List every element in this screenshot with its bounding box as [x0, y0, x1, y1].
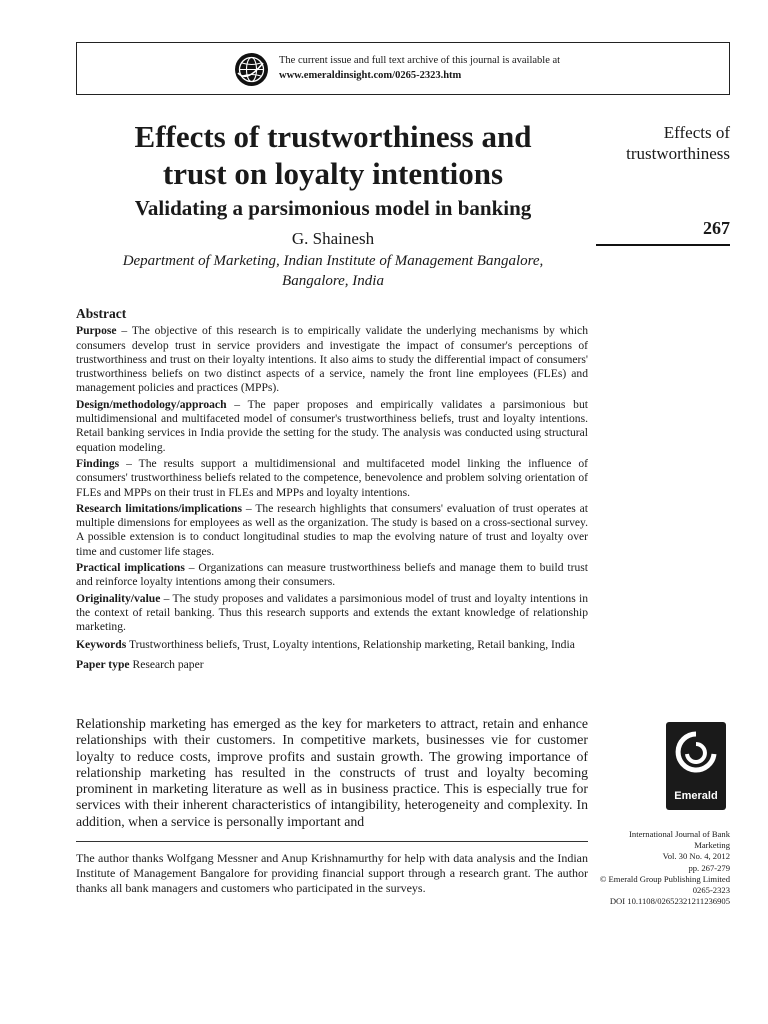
body-paragraph: Relationship marketing has emerged as the key for marketers to attract, retain and enhance relationships with their customers. In competitive markets, businesses vie for customer loyalty to reduce costs, improve profits and sustain growth. The growing importance of relationship marketing has resulted in the constructs of trust and loyalty becoming prominent in marketing literature as well as in business practice. This is especially true for services with their inherent characteristics of intangibility, heterogeneity and complexity. In addition, when a service is personally important and	[76, 716, 588, 829]
journal-name-line-1: International Journal of Bank	[629, 829, 730, 839]
author-name: G. Shainesh	[291, 229, 375, 248]
section-label: Keywords	[76, 637, 127, 651]
abstract-limitations	[76, 502, 588, 559]
abstract-keywords	[76, 638, 588, 652]
section-text: Trustworthiness beliefs, Trust, Loyalty intentions, Relationship marketing, Retail banking, India	[126, 637, 575, 651]
journal-citation-info	[588, 829, 730, 907]
abstract-findings	[76, 457, 588, 500]
running-head-line-1: Effects of	[663, 123, 730, 142]
author-affiliation	[86, 251, 580, 291]
emerald-logo-text: Emerald	[674, 790, 718, 802]
abstract-heading: Abstract	[76, 306, 127, 321]
title-line-1: Effects of trustworthiness and	[134, 119, 532, 154]
title-line-2: trust on loyalty intentions	[162, 156, 504, 191]
availability-text: The current issue and full text archive of this journal is available at	[279, 55, 561, 66]
abstract-design	[76, 398, 588, 455]
section-label: Findings	[76, 456, 120, 470]
section-label: Practical implications	[76, 561, 185, 575]
section-label: Paper type	[76, 657, 130, 671]
header-text	[279, 53, 560, 83]
journal-doi: DOI 10.1108/02652321211236905	[609, 896, 730, 907]
journal-volume: Vol. 30 No. 4, 2012	[662, 851, 730, 862]
abstract	[76, 307, 588, 674]
abstract-practical	[76, 561, 588, 590]
abstract-originality	[76, 592, 588, 635]
journal-copyright: © Emerald Group Publishing Limited	[599, 873, 730, 884]
affiliation-line-1: Department of Marketing, Indian Institute of Management Bangalore,	[122, 253, 544, 269]
section-text: – The study proposes and validates a parsimonious model of trust and loyalty intentions in the context of retail banking. Thus this research supports and extends the extant knowledge of relationship marketing.	[76, 591, 588, 634]
affiliation-line-2: Bangalore, India	[282, 273, 384, 289]
section-text: – The research highlights that consumers' evaluation of trust operates at multiple dimensions for employees as well as the organization. The study is based on a cross-sectional survey. A possible extension is to conduct longitudinal studies to map the evolving nature of trust and loyalty over time and customer life stages.	[76, 501, 588, 558]
section-text: – Organizations can measure trustworthiness beliefs and manage them to build trust and reinforce loyalty intentions among their consumers.	[76, 561, 588, 589]
acknowledgement-footnote: The author thanks Wolfgang Messner and Anup Krishnamurthy for help with data analysis and the Indian Institute of Management Bangalore for providing financial support through a research grant. The author thanks all bank managers and customers who participated in the surveys.	[76, 851, 588, 895]
section-text: Research paper	[129, 657, 204, 671]
section-text: – The paper proposes and empirically validates a parsimonious but multidimensional and multifaceted model of consumer's trustworthiness beliefs, trust and loyalty intentions. Retail banking services in India provide the setting for the study. The analysis was conducted using structural equation modeling.	[76, 397, 588, 454]
section-label: Design/methodology/approach	[76, 397, 227, 411]
journal-url-link[interactable]: www.emeraldinsight.com/0265-2323.htm	[279, 70, 462, 81]
abstract-paper-type	[76, 658, 588, 672]
abstract-purpose	[76, 324, 588, 395]
margin-rule	[596, 244, 730, 246]
section-text: – The results support a multidimensional and multifaceted model linking the influence of consumers' trustworthiness beliefs related to the competence, benevolence and problem solving orientation of FLEs and MPPs on their trust in FLEs and MPPs and loyalty intentions.	[76, 456, 588, 499]
section-label: Purpose	[76, 324, 117, 338]
paper-subtitle: Validating a parsimonious model in banking	[134, 196, 532, 220]
paper-title	[76, 118, 590, 192]
running-head	[596, 122, 730, 164]
journal-availability-box	[76, 42, 730, 95]
globe-icon	[235, 53, 268, 86]
journal-name-line-2: Marketing	[694, 840, 730, 851]
running-head-line-2: trustworthiness	[626, 144, 730, 163]
section-text: – The objective of this research is to empirically validate the underlying mechanisms by which consumers develop trust in service providers and investigate the impact of consumer's perceptions of trustworthiness and trust on their loyalty intentions. It also aims to study the differential impact of consumers' trustworthiness beliefs on two distinct aspects of a service, namely the front line employees (FLEs) and management policies and practices (MPPs).	[76, 324, 588, 395]
footnote-rule	[76, 841, 588, 842]
journal-issn: 0265-2323	[692, 885, 730, 896]
section-label: Originality/value	[76, 591, 161, 605]
journal-pages: pp. 267-279	[688, 862, 730, 873]
emerald-logo-icon	[666, 722, 726, 810]
section-label: Research limitations/implications	[76, 501, 242, 515]
page-number: 267	[703, 218, 730, 238]
